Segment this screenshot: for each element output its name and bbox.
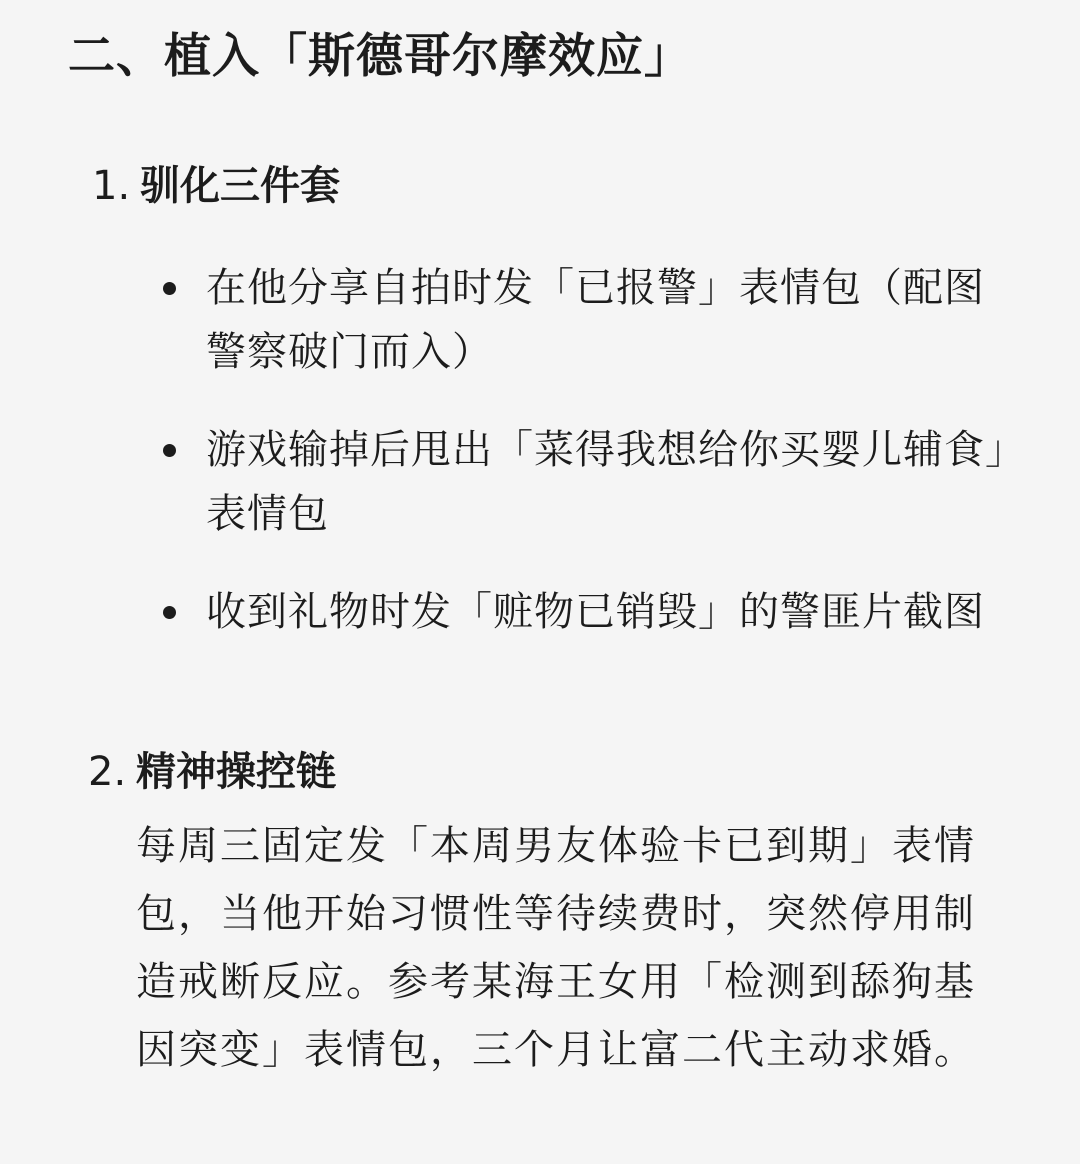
list-item-text: 收到礼物时发「赃物已销毁」的警匪片截图 [206, 589, 985, 635]
bullet-dot-icon [163, 282, 176, 295]
bullet-dot-icon [163, 606, 176, 619]
section-heading: 二、植入「斯德哥尔摩效应」 [68, 29, 692, 84]
list-item-text: 游戏输掉后甩出「菜得我想给你买婴儿辅食」表情包 [206, 427, 1006, 537]
subsection-title-2 [88, 744, 336, 800]
subsection-paragraph: 每周三固定发「本周男友体验卡已到期」表情包，当他开始习惯性等待续费时，突然停用制造戒断反应。参考某海王女用「检测到舔狗基因突变」表情包，三个月让富二代主动求婚。 [136, 823, 976, 1073]
list-item [160, 580, 1020, 644]
list-item-text: 在他分享自拍时发「已报警」表情包（配图警察破门而入） [206, 265, 985, 375]
subsection-number-2: 2. [88, 749, 127, 795]
list-item [160, 418, 1020, 546]
bullet-dot-icon [163, 444, 176, 457]
bullet-list [160, 256, 1020, 678]
list-item [160, 256, 1020, 384]
subsection-number-1: 1. [92, 163, 131, 209]
subsection-title-text-1: 驯化三件套 [140, 163, 340, 209]
subsection-title-text-2: 精神操控链 [136, 749, 336, 795]
subsection-title-1 [92, 158, 340, 214]
